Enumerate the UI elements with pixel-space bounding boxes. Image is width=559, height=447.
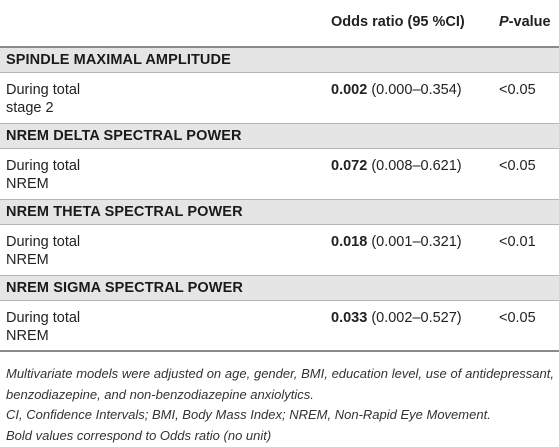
p-value-column-header xyxy=(499,14,551,30)
section-sigma-power xyxy=(0,276,559,352)
p-value-header-italic: P xyxy=(499,14,509,30)
row-label-line1: During total xyxy=(6,158,81,174)
table-row xyxy=(0,73,559,124)
row-label-line1: During total xyxy=(6,234,81,250)
row-label-line2: NREM xyxy=(6,176,49,192)
row-label-line1: During total xyxy=(6,310,81,326)
odds-ratio-value: 0.002 xyxy=(331,82,368,98)
section-title: SPINDLE MAXIMAL AMPLITUDE xyxy=(0,48,559,73)
row-label xyxy=(6,157,80,193)
odds-ratio-value: 0.072 xyxy=(331,158,368,174)
section-title: NREM DELTA SPECTRAL POWER xyxy=(0,124,559,149)
footnote-bold-values: Bold values correspond to Odds ratio (no unit) xyxy=(6,427,272,443)
odds-ratio-cell xyxy=(331,309,462,327)
confidence-interval: (0.001–0.321) xyxy=(367,234,462,250)
confidence-interval: (0.002–0.527) xyxy=(367,310,462,326)
table-row xyxy=(0,301,559,352)
section-delta-power xyxy=(0,124,559,200)
table-row xyxy=(0,149,559,200)
p-value-cell: <0.05 xyxy=(499,158,536,174)
confidence-interval: (0.000–0.354) xyxy=(367,82,462,98)
section-title: NREM SIGMA SPECTRAL POWER xyxy=(0,276,559,301)
row-label-line1: During total xyxy=(6,82,81,98)
table-row xyxy=(0,225,559,276)
odds-ratio-value: 0.033 xyxy=(331,310,368,326)
row-label xyxy=(6,309,80,345)
row-label-line2: NREM xyxy=(6,252,49,268)
section-theta-power xyxy=(0,200,559,276)
footnote-abbreviations: CI, Confidence Intervals; BMI, Body Mass Index; NREM, Non-Rapid Eye Movement. xyxy=(6,407,491,422)
row-label-line2: NREM xyxy=(6,328,49,344)
confidence-interval: (0.008–0.621) xyxy=(367,158,462,174)
odds-ratio-cell xyxy=(331,233,462,251)
odds-ratio-value: 0.018 xyxy=(331,234,368,250)
footnote-adjustment: Multivariate models were adjusted on age, gender, BMI, education level, use of antidepressant, benzodiazepine, and non-benzodiazepine anxiolytics. xyxy=(6,366,554,402)
odds-ratio-column-header: Odds ratio (95 %CI) xyxy=(331,14,465,30)
table-footnotes xyxy=(6,364,554,446)
section-spindle-amplitude xyxy=(0,48,559,124)
p-value-cell: <0.05 xyxy=(499,310,536,326)
odds-ratio-cell xyxy=(331,81,462,99)
p-value-cell: <0.05 xyxy=(499,82,536,98)
section-title: NREM THETA SPECTRAL POWER xyxy=(0,200,559,225)
odds-ratio-cell xyxy=(331,157,462,175)
p-value-header-suffix: -value xyxy=(508,14,551,30)
row-label-line2: stage 2 xyxy=(6,100,54,116)
table-header-row xyxy=(0,0,559,48)
p-value-cell: <0.01 xyxy=(499,234,536,250)
row-label xyxy=(6,233,80,269)
row-label xyxy=(6,81,80,117)
